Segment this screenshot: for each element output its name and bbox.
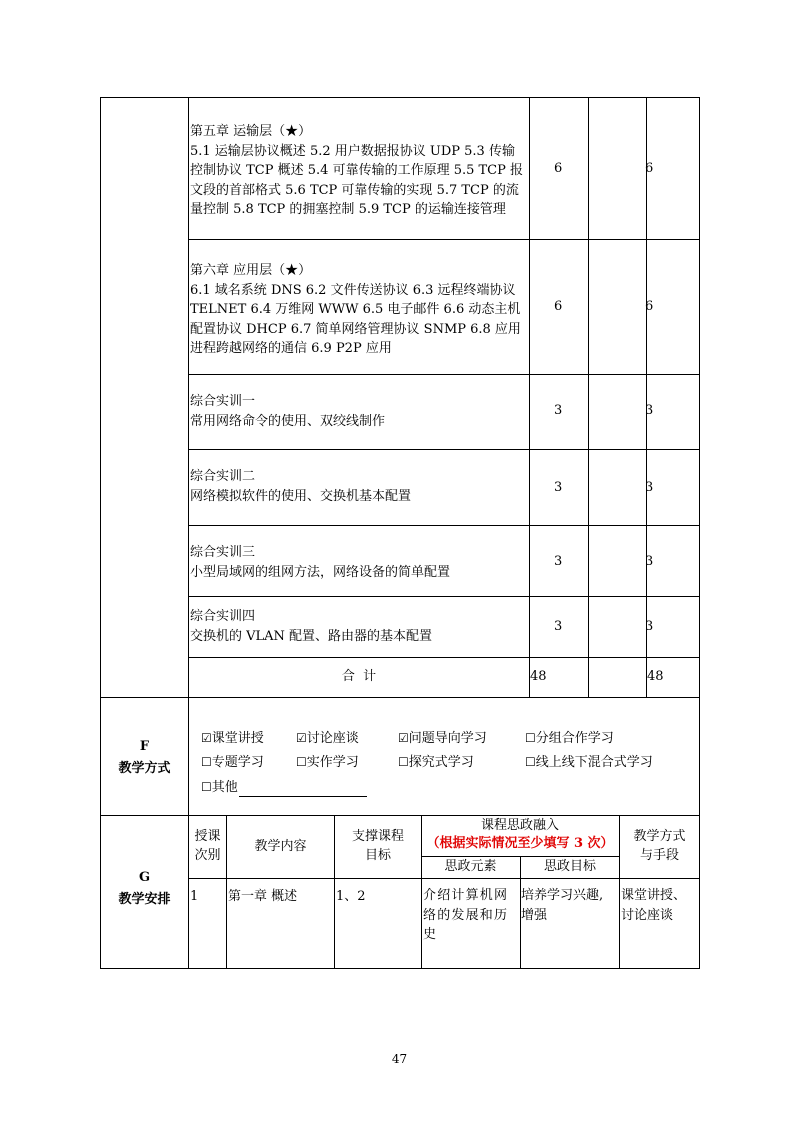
table-border-bottom — [100, 968, 700, 969]
section-g-label: G 教学安排 — [118, 870, 171, 907]
header-support: 支撑课程 目标 — [351, 829, 404, 863]
option-group-cooperation[interactable]: ☐分组合作学习 — [525, 731, 614, 746]
table-border-top — [100, 97, 700, 98]
training-2-text: 综合实训二 网络模拟软件的使用、交换机基本配置 — [190, 469, 412, 504]
row-content: 第一章 概述 — [228, 889, 298, 904]
row-session: 1 — [190, 889, 199, 904]
training-3-hours-total: 3 — [645, 554, 654, 569]
other-blank-field[interactable] — [239, 782, 367, 797]
checkbox-icon: ☐ — [525, 731, 536, 745]
training-3-hours: 3 — [554, 554, 563, 569]
grid-row-line — [188, 239, 699, 240]
training-4-hours: 3 — [554, 619, 563, 634]
grid-col-hours-3 — [646, 97, 647, 698]
grid-col-hours-2 — [588, 97, 589, 698]
training-1-text: 综合实训一 常用网络命令的使用、双绞线制作 — [190, 394, 386, 429]
table-border-left — [100, 97, 101, 969]
option-problem-based[interactable]: ☑问题导向学习 — [398, 731, 487, 746]
page-number: 47 — [391, 1052, 408, 1066]
option-inquiry[interactable]: ☐探究式学习 — [398, 755, 474, 770]
header-ideology: 课程思政融入 （根据实际情况至少填写 3 次） — [421, 816, 619, 853]
chapter-6-hours-total: 6 — [645, 299, 654, 314]
grid-g-header-bottom — [188, 878, 699, 879]
training-2-hours-total: 3 — [645, 480, 654, 495]
chapter-5-hours: 6 — [554, 161, 563, 176]
checkbox-icon: ☐ — [398, 755, 409, 769]
total-hours-all: 48 — [647, 669, 664, 684]
row-method: 课堂讲授、 讨论座谈 — [621, 888, 687, 923]
checkbox-icon: ☐ — [201, 780, 212, 794]
chapter-6-hours: 6 — [554, 299, 563, 314]
header-ideology-note: （根据实际情况至少填写 3 次） — [426, 836, 614, 851]
row-element: 介绍计算机网 络的发展和历 史 — [423, 888, 509, 943]
option-discussion[interactable]: ☑讨论座谈 — [296, 731, 359, 746]
training-1-hours: 3 — [554, 403, 563, 418]
grid-row-line — [188, 525, 699, 526]
checkbox-checked-icon: ☑ — [201, 731, 212, 745]
grid-row-line — [188, 657, 699, 658]
section-f-top — [100, 697, 700, 698]
grid-row-line — [188, 374, 699, 375]
section-f-label: F 教学方式 — [118, 739, 171, 776]
chapter-5-hours-total: 6 — [645, 161, 654, 176]
option-practice[interactable]: ☐实作学习 — [296, 755, 359, 770]
checkbox-icon: ☐ — [525, 755, 536, 769]
checkbox-icon: ☐ — [201, 755, 212, 769]
header-element: 思政元素 — [444, 859, 497, 874]
option-other[interactable]: ☐其他 — [201, 778, 367, 797]
header-session: 授课 次别 — [194, 829, 221, 863]
total-label: 合 计 — [341, 669, 377, 684]
grid-row-line — [188, 596, 699, 597]
training-3-text: 综合实训三 小型局域网的组网方法，网络设备的简单配置 — [190, 545, 451, 580]
option-lecture[interactable]: ☑课堂讲授 — [201, 731, 264, 746]
total-hours: 48 — [530, 669, 547, 684]
header-method: 教学方式 与手段 — [633, 829, 686, 863]
table-border-right — [699, 97, 700, 969]
training-1-hours-total: 3 — [645, 403, 654, 418]
row-goal: 培养学习兴趣, 增强 — [521, 888, 604, 923]
grid-col-hours-1 — [529, 97, 530, 698]
checkbox-icon: ☐ — [296, 755, 307, 769]
checkbox-checked-icon: ☑ — [398, 731, 409, 745]
chapter-5-text: 第五章 运输层（★） 5.1 运输层协议概述 5.2 用户数据报协议 UDP 5.3 传输 控制协议 TCP 概述 5.4 可靠传输的工作原理 5.5 TCP 报 文段的首部格式 5.6 TCP 可靠传输的实现 5.7 TCP 的流 量控制 5.8 TCP 的拥塞控制 5.9 TCP 的运输连接管理 — [190, 124, 524, 218]
chapter-6-text: 第六章 应用层（★） 6.1 域名系统 DNS 6.2 文件传送协议 6.3 远程终端协议 TELNET 6.4 万维网 WWW 6.5 电子邮件 6.6 动态主机 配置协议 DHCP 6.7 简单网络管理协议 SNMP 6.8 应用 进程跨越网络的通信 6.9 P2P 应用 — [190, 263, 521, 357]
option-blended[interactable]: ☐线上线下混合式学习 — [525, 755, 653, 770]
header-goal: 思政目标 — [543, 859, 596, 874]
grid-row-line — [188, 449, 699, 450]
training-4-hours-total: 3 — [645, 619, 654, 634]
header-content: 教学内容 — [254, 839, 307, 854]
option-topic-study[interactable]: ☐专题学习 — [201, 755, 264, 770]
checkbox-checked-icon: ☑ — [296, 731, 307, 745]
training-4-text: 综合实训四 交换机的 VLAN 配置、路由器的基本配置 — [190, 609, 433, 644]
training-2-hours: 3 — [554, 480, 563, 495]
row-support: 1、2 — [336, 889, 366, 904]
